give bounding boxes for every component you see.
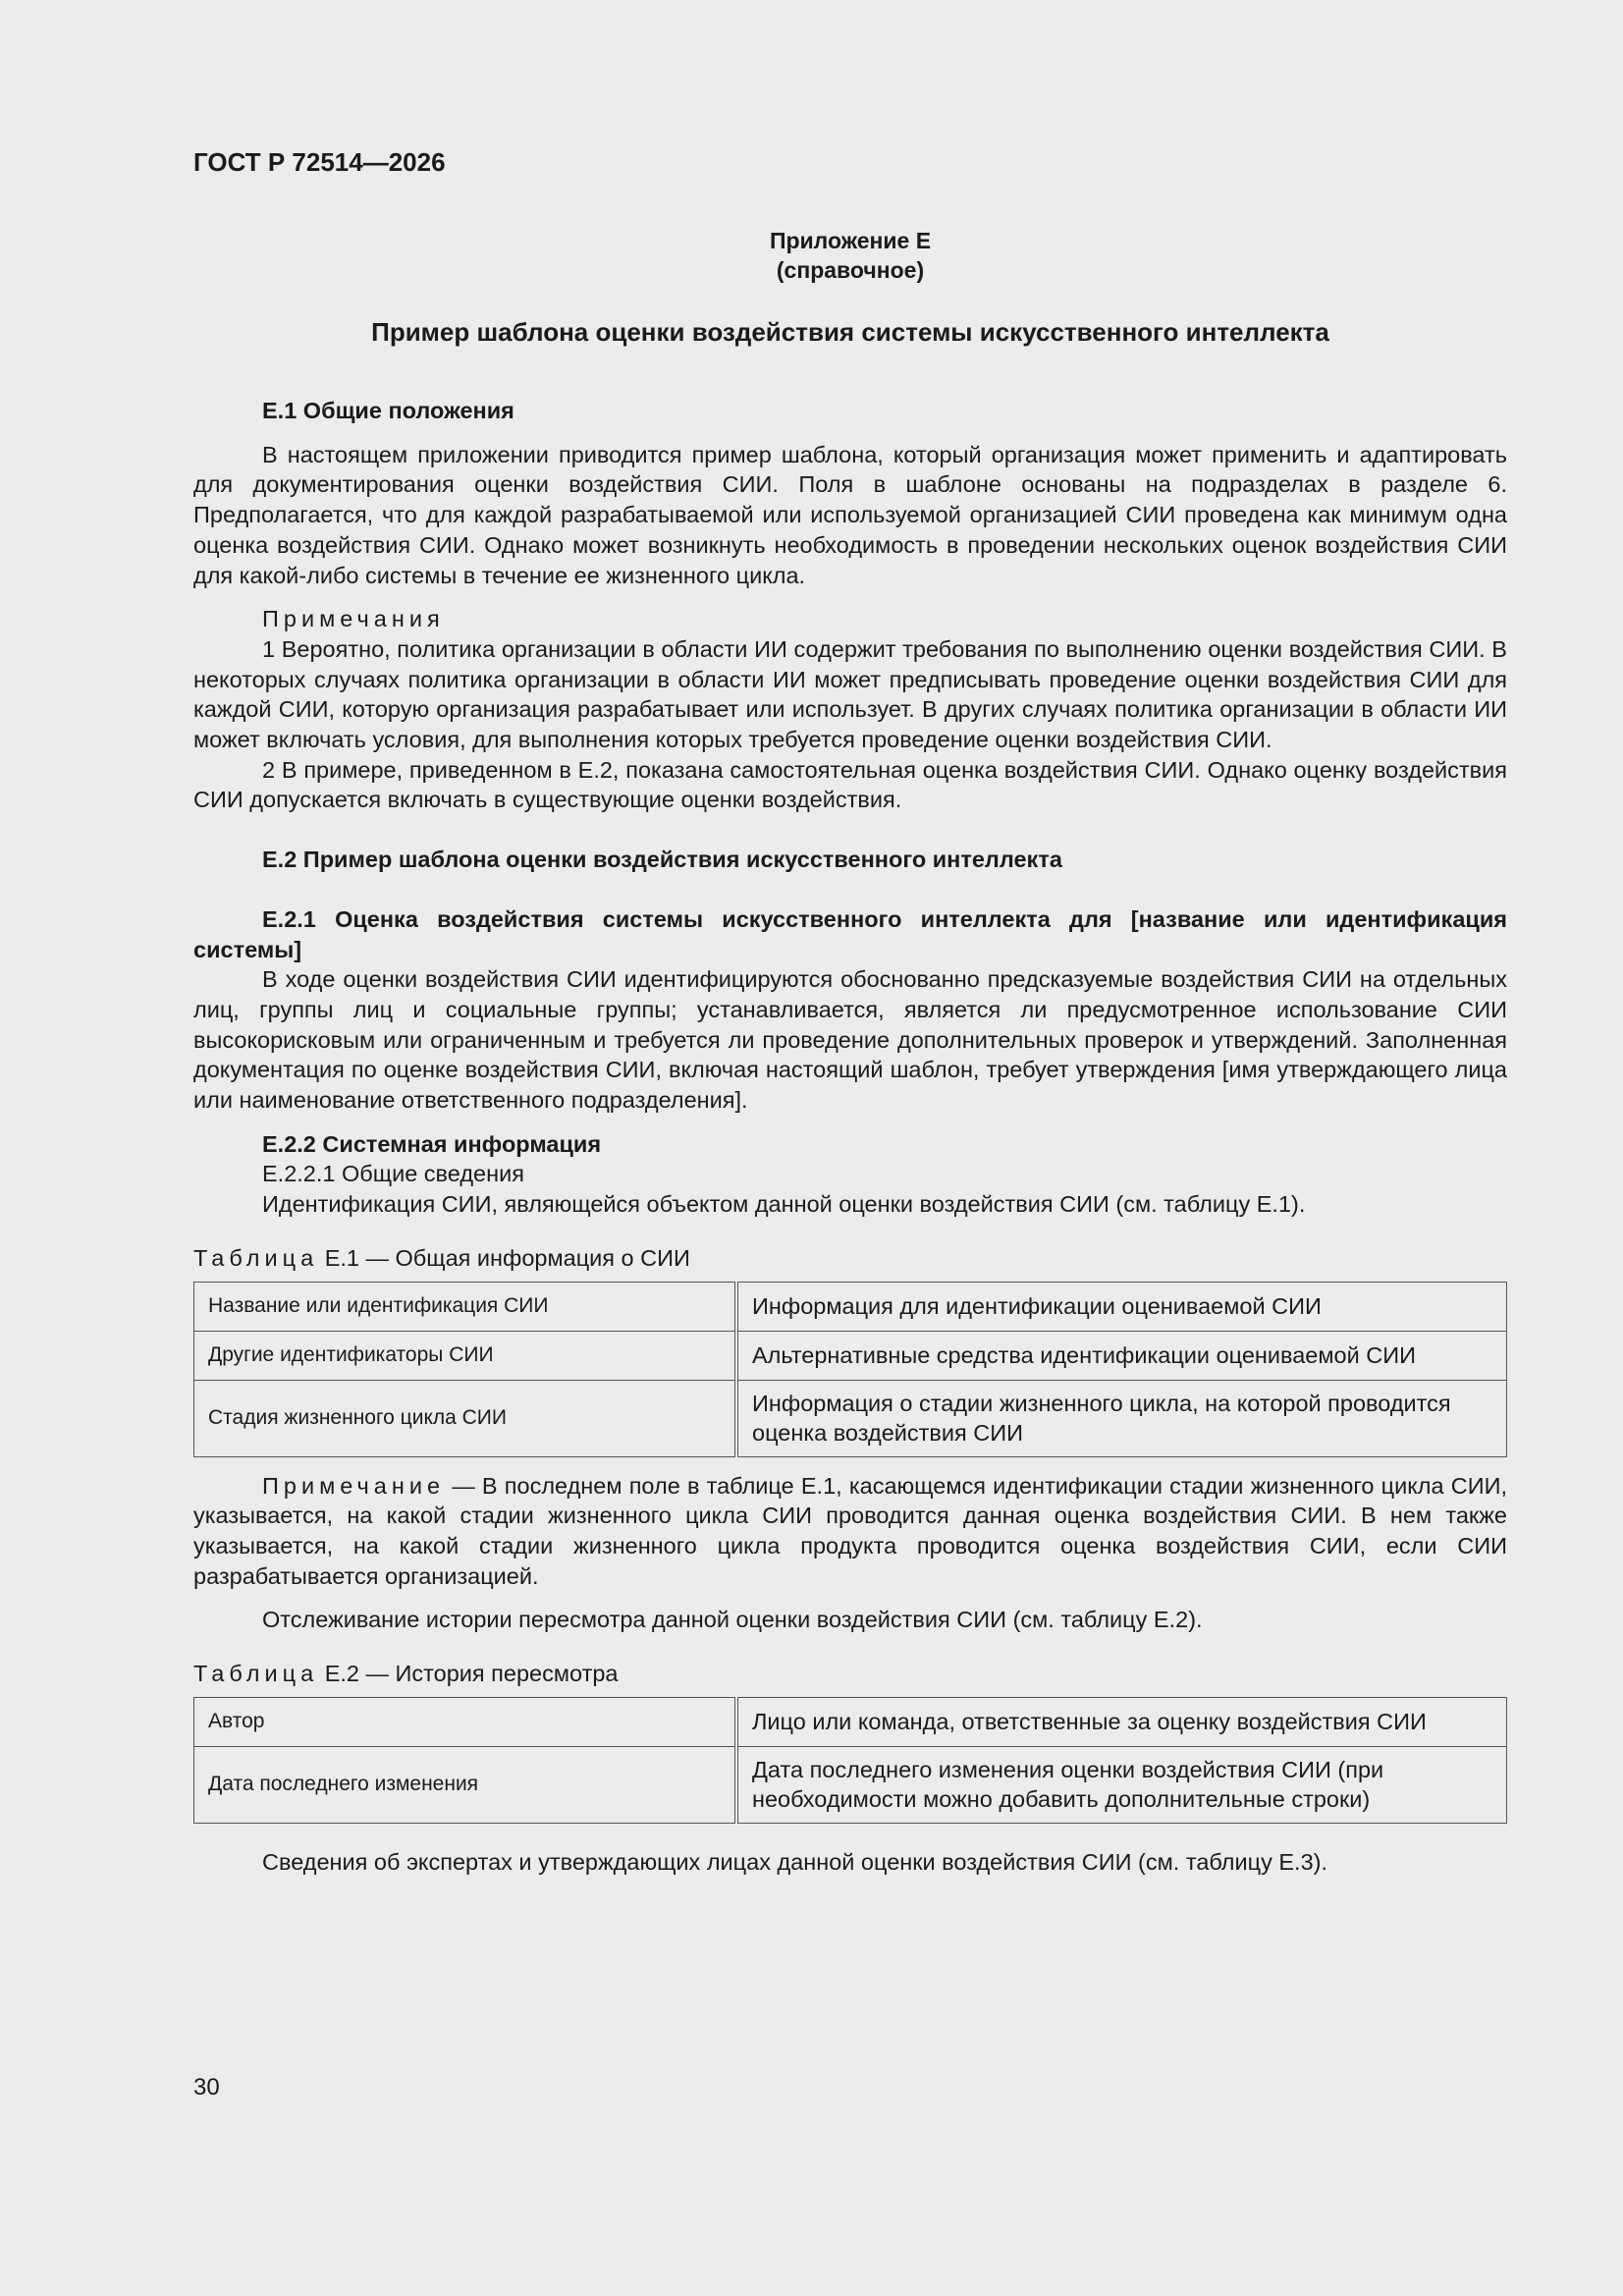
table-e2-caption: [193, 1659, 1507, 1689]
body-content: [193, 396, 1507, 1878]
section-e21-heading: Е.2.1 Оценка воздействия системы искусственного интеллекта для [название или идентификация системы]: [193, 905, 1507, 962]
section-e1-paragraph: В настоящем приложении приводится пример шаблона, который организация может применить и адаптировать для документирования оценки воздействия СИИ. Поля в шаблоне основаны на подразделах в разделе 6. Предполагается, что для каждой разрабатываемой или используемой организацией СИИ проведена как минимум одна оценка воздействия СИИ. Однако может возникнуть необходимость в проведении нескольких оценок воздействия СИИ для какой-либо системы в течение ее жизненного цикла.: [193, 441, 1507, 588]
appendix-title: Приложение Е: [769, 228, 932, 253]
section-e1-heading: Е.1 Общие положения: [262, 398, 514, 423]
table-row: [194, 1282, 1507, 1331]
table-row: [194, 1380, 1507, 1456]
table-cell: Другие идентификаторы СИИ: [194, 1331, 737, 1380]
table-e2-label: Таблица: [193, 1661, 319, 1687]
section-e221-heading: Е.2.2.1 Общие сведения: [262, 1161, 524, 1187]
table-row: [194, 1746, 1507, 1823]
page-number: 30: [193, 2074, 220, 2101]
section-e2-heading: Е.2 Пример шаблона оценки воздействия искусственного интеллекта: [262, 847, 1062, 873]
section-e221-paragraph: Идентификация СИИ, являющейся объектом данной оценки воздействия СИИ (см. таблицу Е.1).: [262, 1191, 1306, 1218]
notes-label: Примечания: [262, 606, 445, 632]
table-cell: Автор: [194, 1697, 737, 1746]
table-e1: [193, 1282, 1507, 1457]
note-2: 2 В примере, приведенном в Е.2, показана самостоятельная оценка воздействия СИИ. Однако оценку воздействия СИИ допускается включать в существующие оценки воздействия.: [193, 756, 1507, 813]
table-cell: Дата последнего изменения оценки воздействия СИИ (при необходимости можно добавить дополнительные строки): [736, 1746, 1507, 1823]
table-e1-note-text: — В последнем поле в таблице Е.1, касающемся идентификации стадии жизненного цикла СИИ, указывается, на какой стадии жизненного цикла СИИ проводится данная оценка воздействия СИИ. В нем также указывается, на какой стадии жизненного цикла продукта проводится оценка воздействия СИИ, если СИИ разрабатывается организацией.: [193, 1472, 1508, 1589]
table-cell: Информация о стадии жизненного цикла, на которой проводится оценка воздействия СИИ: [736, 1380, 1507, 1456]
table-row: [194, 1697, 1507, 1746]
note-1: 1 Вероятно, политика организации в области ИИ содержит требования по выполнению оценки воздействия СИИ. В некоторых случаях политика организации в области ИИ может предписывать проведение оценки воздействия СИИ для каждой СИИ, которую организация разрабатывает или использует. В других случаях политика организации в области ИИ может включать условия, для выполнения которых требуется проведение оценки воздействия СИИ.: [193, 635, 1507, 753]
table-e2-caption-text: Е.2 — История пересмотра: [324, 1661, 619, 1687]
section-e21-paragraph: В ходе оценки воздействия СИИ идентифицируются обоснованно предсказуемые воздействия СИИ на отдельных лиц, группы лиц и социальные группы; устанавливается, является ли предусмотренное использование СИИ высокорисковым или ограниченным и требуется ли проведение дополнительных проверок и утверждений. Заполненная документация по оценке воздействия СИИ, включая настоящий шаблон, требует утверждения [имя утверждающего лица или наименование ответственного подразделения].: [193, 966, 1507, 1114]
table-e1-label: Таблица: [193, 1244, 319, 1271]
table-cell: Дата последнего изменения: [194, 1746, 737, 1823]
tracking-paragraph: Отслеживание истории пересмотра данной оценки воздействия СИИ (см. таблицу Е.2).: [262, 1607, 1203, 1633]
table-row: [194, 1331, 1507, 1380]
appendix-heading: [193, 226, 1507, 285]
table-e1-note-label: Примечание: [262, 1472, 446, 1499]
table-cell: Информация для идентификации оцениваемой СИИ: [736, 1282, 1507, 1331]
table-e1-caption: [193, 1243, 1507, 1274]
table-e1-caption-text: Е.1 — Общая информация о СИИ: [324, 1244, 690, 1271]
section-e22-heading: Е.2.2 Системная информация: [262, 1130, 602, 1157]
table-cell: Лицо или команда, ответственные за оценку воздействия СИИ: [736, 1697, 1507, 1746]
main-title: Пример шаблона оценки воздействия системы искусственного интеллекта: [371, 317, 1329, 347]
table-cell: Название или идентификация СИИ: [194, 1282, 737, 1331]
table-e2: [193, 1697, 1507, 1824]
experts-paragraph: Сведения об экспертах и утверждающих лицах данной оценки воздействия СИИ (см. таблицу Е.3).: [262, 1848, 1328, 1875]
table-e1-note: [193, 1471, 1507, 1592]
table-cell: Стадия жизненного цикла СИИ: [194, 1380, 737, 1456]
table-cell: Альтернативные средства идентификации оцениваемой СИИ: [736, 1331, 1507, 1380]
document-header: ГОСТ Р 72514—2026: [193, 147, 446, 177]
appendix-subtitle: (справочное): [776, 257, 925, 283]
